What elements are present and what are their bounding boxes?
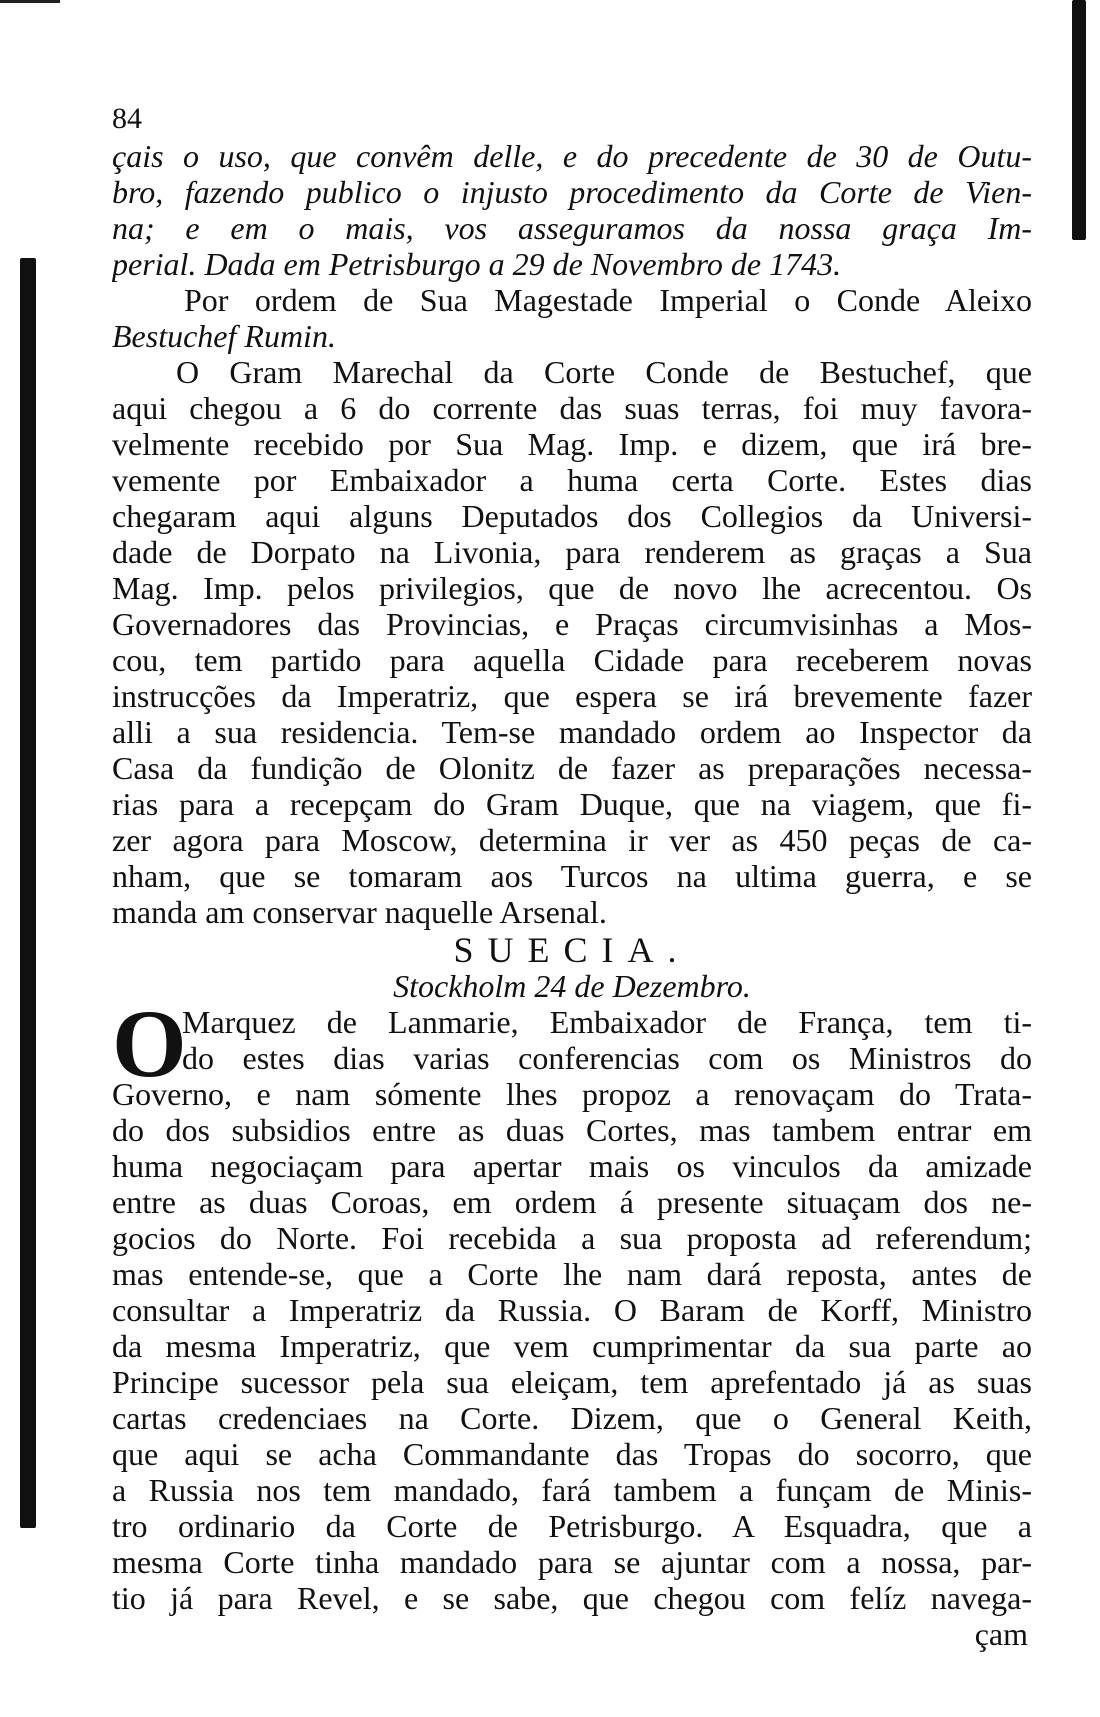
text-line: cartas credenciaes na Corte. Dizem, que o General Keith, [112, 1400, 1032, 1436]
paragraph-signature [112, 282, 1032, 354]
section-heading: SUECIA. [453, 930, 691, 970]
text-line: Governadores das Provincias, e Praças circumvisinhas a Mos- [112, 606, 1032, 642]
text-line: gocios do Norte. Foi recebida a sua proposta ad referendum; [112, 1220, 1032, 1256]
text-line: cou, tem partido para aquella Cidade para receberem novas [112, 642, 1032, 678]
text-line: tio já para Revel, e se sabe, que chegou com felíz navega- [112, 1580, 1032, 1616]
text-line: Bestuchef Rumin. [112, 318, 336, 354]
text-line: Mag. Imp. pelos privilegios, que de novo lhe acrecentou. Os [112, 570, 1032, 606]
text-line: Marquez de Lanmarie, Embaixador de França, tem ti- [182, 1004, 1032, 1040]
text-block [112, 104, 1032, 1652]
text-line: vemente por Embaixador a huma certa Corte. Estes dias [112, 462, 1032, 498]
top-edge-mark [0, 0, 60, 3]
text-line: chegaram aqui alguns Deputados dos Collegios da Universi- [112, 498, 1032, 534]
text-line: alli a sua residencia. Tem-se mandado ordem ao Inspector da [112, 714, 1032, 750]
text-line: a Russia nos tem mandado, fará tambem a funçam de Minis- [112, 1472, 1032, 1508]
text-line: entre as duas Coroas, em ordem á presente situaçam dos ne- [112, 1184, 1032, 1220]
text-line: manda am conservar naquelle Arsenal. [112, 894, 607, 930]
dateline: Stockholm 24 de Dezembro. [393, 968, 751, 1004]
text-line: huma negociaçam para apertar mais os vinculos da amizade [112, 1148, 1032, 1184]
text-line: rias para a recepçam do Gram Duque, que na viagem, que fi- [112, 786, 1032, 822]
paragraph-sweden-news [112, 990, 1032, 1616]
text-line: na; e em o mais, vos asseguramos da nossa graça Im- [112, 210, 1032, 246]
text-line: do dos subsidios entre as duas Cortes, mas tambem entrar em [112, 1112, 1032, 1148]
paragraph-decree-end [112, 138, 1032, 282]
right-margin-rule [1072, 0, 1086, 240]
text-line: çais o uso, que convêm delle, e do precedente de 30 de Outu- [112, 138, 1032, 174]
text-line: Principe sucessor pela sua eleiçam, tem aprefentado já as suas [112, 1364, 1032, 1400]
catchword: çam [974, 1616, 1028, 1652]
text-line: velmente recebido por Sua Mag. Imp. e dizem, que irá bre- [112, 426, 1032, 462]
text-line: Por ordem de Sua Magestade Imperial o Conde Aleixo [184, 282, 1032, 318]
text-line: do estes dias varias conferencias com os Ministros do [182, 1040, 1032, 1076]
text-line: O Gram Marechal da Corte Conde de Bestuchef, que [176, 354, 1032, 390]
drop-cap: O [112, 990, 187, 1097]
text-line: mesma Corte tinha mandado para se ajuntar com a nossa, par- [112, 1544, 1032, 1580]
text-line: mas entende-se, que a Corte lhe nam dará reposta, antes de [112, 1256, 1032, 1292]
text-line: da mesma Imperatriz, que vem cumprimentar da sua parte ao [112, 1328, 1032, 1364]
text-line: zer agora para Moscow, determina ir ver as 450 peças de ca- [112, 822, 1032, 858]
text-line: consultar a Imperatriz da Russia. O Baram de Korff, Ministro [112, 1292, 1032, 1328]
text-line: dade de Dorpato na Livonia, para renderem as graças a Sua [112, 534, 1032, 570]
text-line: perial. Dada em Petrisburgo a 29 de Novembro de 1743. [112, 246, 842, 282]
text-line: Casa da fundição de Olonitz de fazer as preparações necessa- [112, 750, 1032, 786]
text-line: Governo, e nam sómente lhes propoz a renovaçam do Trata- [112, 1076, 1032, 1112]
text-line: instrucções da Imperatriz, que espera se irá brevemente fazer [112, 678, 1032, 714]
text-line: nham, que se tomaram aos Turcos na ultima guerra, e se [112, 858, 1032, 894]
text-line: bro, fazendo publico o injusto procedimento da Corte de Vien- [112, 174, 1032, 210]
left-margin-rule [20, 258, 36, 1528]
text-line: que aqui se acha Commandante das Tropas do socorro, que [112, 1436, 1032, 1472]
text-line: aqui chegou a 6 do corrente das suas terras, foi muy favora- [112, 390, 1032, 426]
paragraph-russia-news [112, 354, 1032, 930]
page-number: 84 [112, 102, 142, 135]
text-line: tro ordinario da Corte de Petrisburgo. A Esquadra, que a [112, 1508, 1032, 1544]
